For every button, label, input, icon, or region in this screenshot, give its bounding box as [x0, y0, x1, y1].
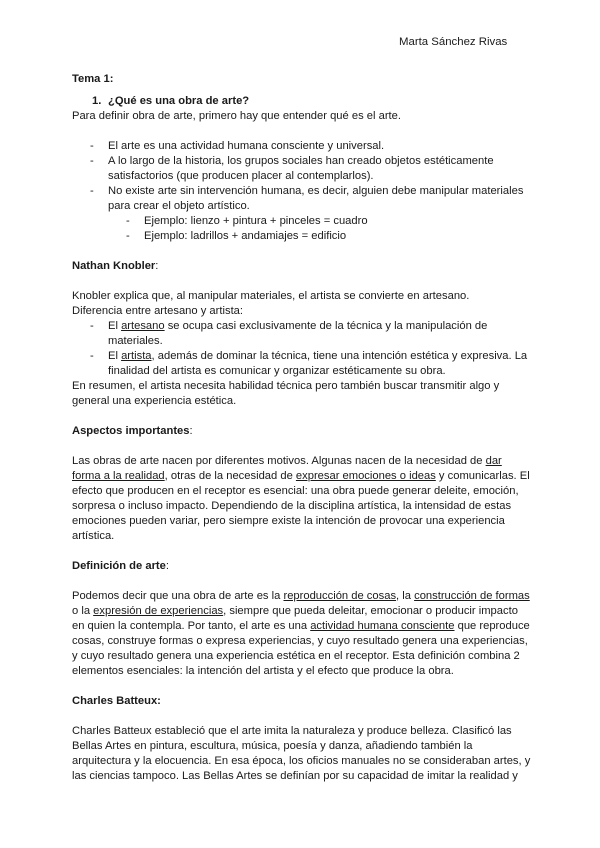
- list-item: - El arte es una actividad humana consciente y universal.: [108, 139, 532, 154]
- list-item: - Ejemplo: lienzo + pintura + pinceles = cuadro: [144, 214, 532, 229]
- list-item: - A lo largo de la historia, los grupos sociales han creado objetos estéticamente satisfactorios (que producen placer al contemplarlos).: [108, 154, 532, 184]
- knobler-difference: Diferencia entre artesano y artista:: [72, 305, 244, 317]
- list-item: - El artesano se ocupa casi exclusivamente de la técnica y la manipulación de materiales.: [108, 319, 532, 349]
- knobler-paragraph: Knobler explica que, al manipular materiales, el artista se convierte en artesano.: [72, 290, 470, 302]
- list-item: - Ejemplo: ladrillos + andamiajes = edificio: [144, 229, 532, 244]
- list-item: - No existe arte sin intervención humana, es decir, alguien debe manipular materiales para crear el objeto artístico. - Ejemplo: lienzo + pintura + pinceles = cuadro - Ejemplo: ladrillos + andamiajes = edificio: [108, 184, 532, 244]
- section-1-intro: Para definir obra de arte, primero hay que entender qué es el arte.: [72, 110, 401, 122]
- author-name: Marta Sánchez Rivas: [399, 36, 508, 48]
- section-1-heading: [72, 94, 532, 109]
- definition-paragraph: Podemos decir que una obra de arte es la reproducción de cosas, la construcción de formas o la expresión de experiencias, siempre que pueda deleitar, emocionar o producir impacto en quien la contempla. Por tanto, el arte es una actividad humana consciente que reproduce cosas, construye formas o expresa experiencias, y cuyo resultado genera una experiencias, y cuyo resultado genera una experiencia estética en el receptor. Esta definición combina 2 elementos esenciales: la intención del artista y el efecto que produce la obra.: [72, 590, 530, 677]
- document-body: [72, 72, 532, 784]
- section-1-title: ¿Qué es una obra de arte?: [108, 95, 250, 107]
- aspects-heading: Aspectos importantes:: [72, 425, 193, 437]
- knobler-heading: Nathan Knobler:: [72, 260, 159, 272]
- art-definition-list: [72, 139, 532, 244]
- topic-heading: Tema 1:: [72, 73, 114, 85]
- batteux-heading: Charles Batteux:: [72, 695, 161, 707]
- definition-heading: Definición de arte:: [72, 560, 169, 572]
- knobler-summary: En resumen, el artista necesita habilidad técnica pero también buscar transmitir algo y general una experiencia estética.: [72, 380, 500, 407]
- examples-list: [108, 214, 532, 244]
- section-1-number: 1.: [92, 95, 102, 107]
- aspects-paragraph: Las obras de arte nacen por diferentes motivos. Algunas nacen de la necesidad de dar forma a la realidad, otras de la necesidad de expresar emociones o ideas y comunicarlas. El efecto que producen en el receptor es esencial: una obra puede generar deleite, emoción, sorpresa o incluso impacto. Dependiendo de la disciplina artística, la intensidad de estas emociones pueden variar, pero siempre existe la intención de provocar una experiencia artística.: [72, 455, 530, 542]
- artisan-artist-list: [72, 319, 532, 379]
- batteux-paragraph: Charles Batteux estableció que el arte imita la naturaleza y produce belleza. Clasificó las Bellas Artes en pintura, escultura, música, poesía y danza, añadiendo también la arquitectura y la elocuencia. En esa época, los oficios manuales no se consideraban artes, y las ciencias tampoco. Las Bellas Artes se definían por su capacidad de imitar la realidad y: [72, 725, 531, 782]
- list-item: - El artista, además de dominar la técnica, tiene una intención estética y expresiva. La finalidad del artista es comunicar y organizar estéticamente su obra.: [108, 349, 532, 379]
